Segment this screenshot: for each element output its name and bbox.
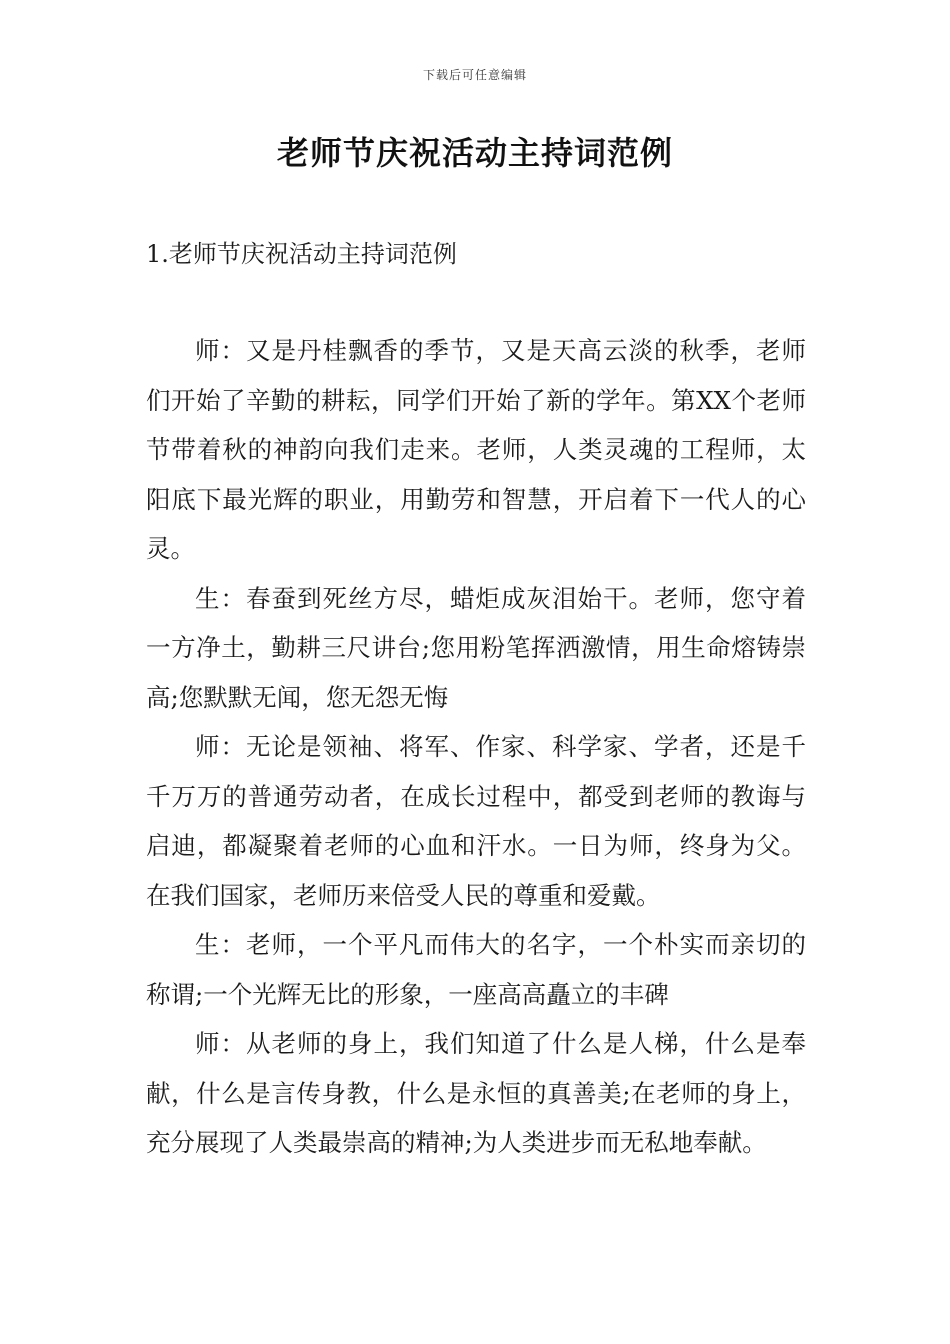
section-heading: 1.老师节庆祝活动主持词范例 — [146, 240, 457, 268]
paragraph-teacher-3: 师：从老师的身上，我们知道了什么是人梯，什么是奉献，什么是言传身教，什么是永恒的真善美;在老师的身上，充分展现了人类最崇高的精神;为人类进步而无私地奉献。 — [146, 1029, 806, 1157]
paragraph-teacher-1: 师：又是丹桂飘香的季节，又是天高云淡的秋季，老师们开始了辛勤的耕耘，同学们开始了新的学年。第XX个老师节带着秋的神韵向我们走来。老师，人类灵魂的工程师，太阳底下最光辉的职业，用勤劳和智慧，开启着下一代人的心灵。 — [146, 336, 806, 563]
document-body — [146, 326, 806, 1168]
paragraph-student-1: 生：春蚕到死丝方尽，蜡炬成灰泪始干。老师，您守着一方净土，勤耕三尺讲台;您用粉笔挥洒激情，用生命熔铸崇高;您默默无闻，您无怨无悔 — [146, 583, 806, 712]
document-title: 老师节庆祝活动主持词范例 — [276, 134, 673, 172]
paragraph-teacher-2: 师：无论是领袖、将军、作家、科学家、学者，还是千千万万的普通劳动者，在成长过程中，都受到老师的教诲与启迪，都凝聚着老师的心血和汗水。一日为师，终身为父。在我们国家，老师历来倍受人民的尊重和爱戴。 — [146, 732, 806, 910]
header-note: 下载后可任意编辑 — [422, 68, 527, 82]
paragraph-student-2: 生：老师，一个平凡而伟大的名字，一个朴实而亲切的称谓;一个光辉无比的形象，一座高高矗立的丰碑 — [146, 930, 806, 1009]
